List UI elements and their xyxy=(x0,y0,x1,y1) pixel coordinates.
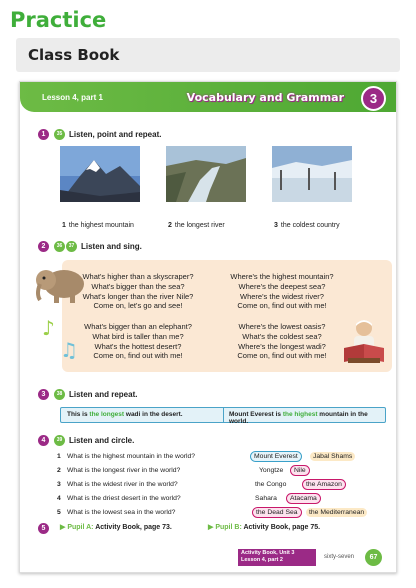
question-4: 4 What is the driest desert in the world? xyxy=(57,495,181,502)
example-sentence-1: This is the longest wadi in the desert. xyxy=(67,411,183,418)
exercise-number: 4 xyxy=(38,435,49,446)
exercise-number: 5 xyxy=(38,523,49,534)
exercise-number: 2 xyxy=(38,241,49,252)
answer-option[interactable]: Sahara xyxy=(255,495,277,502)
answer-option[interactable]: Yongtze xyxy=(259,467,284,474)
divider xyxy=(223,408,224,422)
banner-title: Vocabulary and Grammar xyxy=(186,91,344,104)
answer-option[interactable]: the Congo xyxy=(255,481,287,488)
audio-track-icon[interactable]: 39 xyxy=(54,435,65,446)
example-sentences xyxy=(60,407,386,423)
play-icon: ▶ xyxy=(60,524,68,531)
answer-option[interactable]: Atacama xyxy=(286,493,321,504)
pupil-b-instruction: ▶ Pupil B: Activity Book, page 75. xyxy=(208,524,321,531)
caption-1: 1 the highest mountain xyxy=(62,222,134,229)
answer-option[interactable]: the Dead Sea xyxy=(252,507,302,518)
pupil-a-instruction: ▶ Pupil A: Activity Book, page 73. xyxy=(60,524,172,531)
cold-country-photo xyxy=(272,146,352,202)
song-verse-left-1: What's higher than a skyscraper? What's bigger than the sea? What's longer than the river Nile? Come on, let's go and see! xyxy=(82,272,194,311)
audio-track-icon[interactable]: 37 xyxy=(66,241,77,252)
lesson-label: Lesson 4, part 1 xyxy=(42,93,103,102)
answer-option[interactable]: Mount Everest xyxy=(250,451,302,462)
exercise-number: 1 xyxy=(38,129,49,140)
exercise-title: Listen and circle. xyxy=(69,436,135,445)
play-icon: ▶ xyxy=(208,524,216,531)
music-note-icon: ♫ xyxy=(60,338,78,362)
classbook-bar xyxy=(16,38,400,72)
answer-option[interactable]: the Amazon xyxy=(302,479,346,490)
question-5: 5 What is the lowest sea in the world? xyxy=(57,509,176,516)
mountain-photo xyxy=(60,146,140,202)
caption-3: 3 the coldest country xyxy=(274,222,340,229)
audio-track-icon[interactable]: 38 xyxy=(54,389,65,400)
river-photo xyxy=(166,146,246,202)
song-verse-right-1: Where's the highest mountain? Where's the deepest sea? Where's the widest river? Come on, find out with me! xyxy=(230,272,334,311)
exercise-title: Listen and sing. xyxy=(81,242,142,251)
activity-book-ref: Activity Book, Unit 3 Lesson 4, part 2 xyxy=(238,549,316,566)
textbook-page xyxy=(19,81,397,573)
answer-option[interactable]: Jabal Shams xyxy=(310,452,355,461)
classbook-title: Class Book xyxy=(28,46,120,64)
question-1: 1 What is the highest mountain in the world? xyxy=(57,453,196,460)
example-sentence-2: Mount Everest is the highest mountain in the world. xyxy=(229,411,368,425)
answer-option[interactable]: the Mediterranean xyxy=(306,508,367,517)
page-number-word: sixty-seven xyxy=(324,554,355,560)
question-3: 3 What is the widest river in the world? xyxy=(57,481,178,488)
exercise-title: Listen, point and repeat. xyxy=(69,130,162,139)
music-note-icon: ♪ xyxy=(42,316,55,340)
song-verse-left-2: What's bigger than an elephant? What bird is taller than me? What's the hottest desert? Come on, find out with me! xyxy=(84,322,192,361)
audio-track-icon[interactable]: 35 xyxy=(54,129,65,140)
lesson-banner xyxy=(20,82,396,112)
song-verse-right-2: Where's the lowest oasis? What's the coldest sea? Where's the longest wadi? Come on, find out with me! xyxy=(237,322,327,361)
unit-badge: 3 xyxy=(361,86,386,111)
exercise-title: Listen and repeat. xyxy=(69,390,138,399)
answer-option[interactable]: Nile xyxy=(290,465,310,476)
section-title: Practice xyxy=(10,8,107,32)
page-number: 67 xyxy=(365,549,382,566)
caption-2: 2 the longest river xyxy=(168,222,225,229)
exercise-number: 3 xyxy=(38,389,49,400)
question-2: 2 What is the longest river in the world? xyxy=(57,467,181,474)
audio-track-icon[interactable]: 36 xyxy=(54,241,65,252)
